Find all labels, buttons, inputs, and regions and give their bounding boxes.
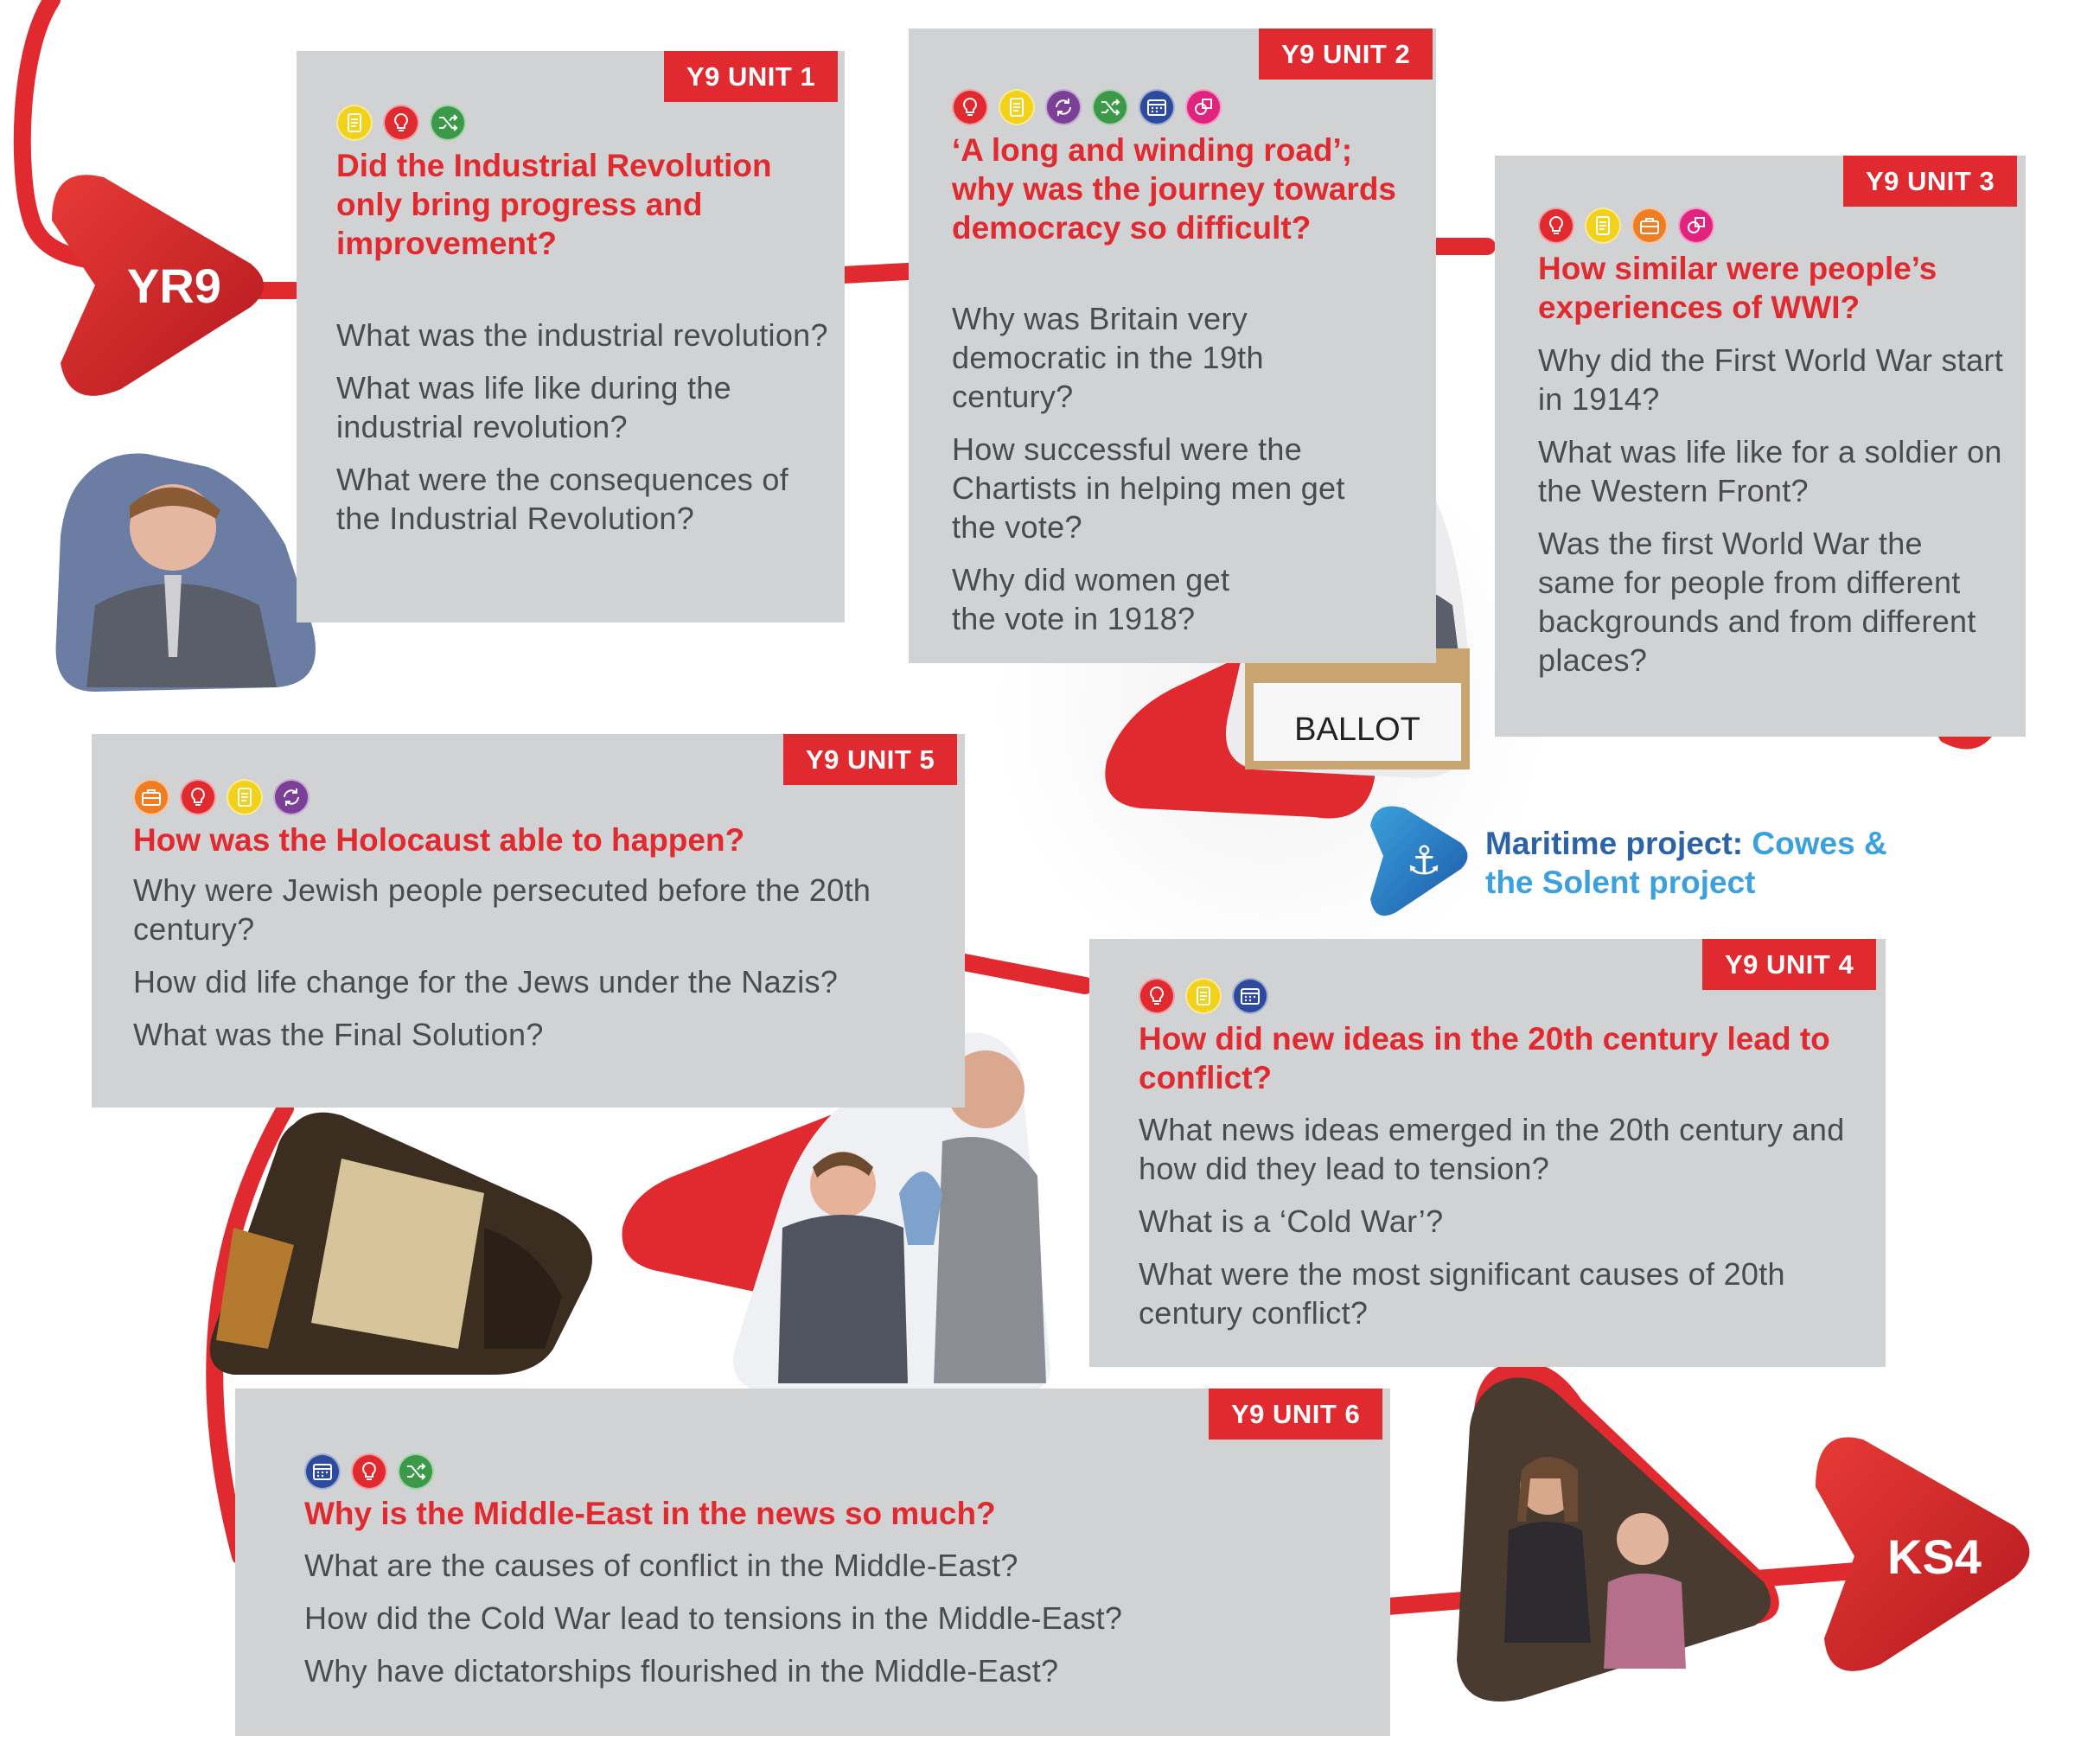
unit-questions [1538, 341, 2009, 693]
document-icon [999, 89, 1035, 125]
shuffle-icon [398, 1453, 434, 1490]
lightbulb-icon [351, 1453, 387, 1490]
maritime-line2: the Solent project [1485, 865, 1756, 900]
unit-questions [336, 316, 833, 552]
unit-question: Why did the First World War start in 1914? [1538, 342, 2003, 417]
unit-card-2 [909, 29, 1436, 663]
unit-question: Why have dictatorships flourished in the Middle-East? [304, 1653, 1059, 1689]
unit-card-5 [92, 734, 965, 1108]
unit-card-4 [1089, 939, 1886, 1367]
start-label-yr9: YR9 [127, 259, 221, 313]
unit-icons [1139, 978, 1268, 1014]
shuffle-icon [1092, 89, 1128, 125]
unit-question: How did life change for the Jews under the Nazis? [133, 964, 839, 999]
unit-question: Why did women get the vote in 1918? [952, 562, 1230, 636]
lightbulb-icon [180, 779, 216, 815]
anchor-icon: ⚓ [1406, 838, 1442, 883]
unit-question: What were the most significant causes of 20th century conflict? [1139, 1256, 1785, 1331]
lightbulb-icon [383, 105, 419, 141]
unit-icons [1538, 208, 1714, 244]
unit-question: How did the Cold War lead to tensions in the Middle-East? [304, 1600, 1123, 1636]
calendar-icon [1232, 978, 1268, 1014]
unit-card-1 [297, 51, 845, 622]
unit-question: What was life like during the industrial revolution? [336, 370, 731, 444]
maritime-highlight: Cowes & [1752, 826, 1887, 861]
unit-tag: Y9 UNIT 2 [1259, 29, 1433, 80]
shuffle-icon [430, 105, 466, 141]
unit-tag: Y9 UNIT 1 [664, 51, 838, 102]
document-icon [227, 779, 263, 815]
unit-question: What news ideas emerged in the 20th century and how did they lead to tension? [1139, 1112, 1845, 1186]
lightbulb-icon [1139, 978, 1175, 1014]
maritime-project-text [1485, 824, 1969, 902]
unit-title: Did the Industrial Revolution only bring progress and improvement? [336, 148, 772, 261]
unit-title: Why is the Middle-East in the news so much? [304, 1496, 996, 1531]
unit-tag: Y9 UNIT 3 [1843, 156, 2017, 207]
unit-title: How was the Holocaust able to happen? [133, 822, 745, 858]
unit-question: How successful were the Chartists in helping men get the vote? [952, 431, 1345, 545]
unit-icons [304, 1453, 434, 1490]
route-unit4-to-unit5 [960, 961, 1085, 986]
calendar-icon [1139, 89, 1175, 125]
document-icon [1585, 208, 1621, 244]
unit-questions [1139, 1110, 1856, 1346]
unit-icons [336, 105, 466, 141]
unit-tag: Y9 UNIT 4 [1702, 939, 1876, 990]
unit-card-3 [1495, 156, 2026, 737]
unit-title: How did new ideas in the 20th century lead to conflict? [1139, 1021, 1830, 1095]
unit-tag: Y9 UNIT 5 [783, 734, 957, 785]
end-label-ks4: KS4 [1887, 1529, 1982, 1584]
unit-title: How similar were people’s experiences of WWI? [1538, 251, 1937, 325]
lightbulb-icon [952, 89, 988, 125]
unit-question: What was life like for a soldier on the Western Front? [1538, 434, 2002, 508]
cycle-icon [273, 779, 310, 815]
unit-question: What are the causes of conflict in the Middle-East? [304, 1548, 1018, 1583]
unit-title: ‘A long and winding road’; why was the journey towards democracy so difficult? [952, 132, 1397, 246]
unit-question: What were the consequences of the Industrial Revolution? [336, 462, 789, 536]
ballot-box-label: BALLOT [1294, 712, 1420, 748]
unit-question: What was the industrial revolution? [336, 317, 828, 353]
unit-card-6 [235, 1389, 1390, 1736]
shapes-icon [1678, 208, 1714, 244]
unit-questions [952, 299, 1350, 652]
unit-icons [133, 779, 310, 815]
document-icon [336, 105, 373, 141]
briefcase-icon [133, 779, 169, 815]
cycle-icon [1045, 89, 1082, 125]
unit-tag: Y9 UNIT 6 [1209, 1389, 1382, 1440]
unit-questions [304, 1546, 1342, 1704]
unit-question: Was the first World War the same for people from different backgrounds and from different places? [1538, 526, 1976, 678]
document-icon [1185, 978, 1222, 1014]
route-unit1-to-unit2 [843, 271, 908, 275]
unit-question: What is a ‘Cold War’? [1139, 1204, 1444, 1239]
briefcase-icon [1631, 208, 1668, 244]
unit-questions [133, 871, 937, 1068]
photo-student-reading [56, 453, 316, 692]
calendar-icon [304, 1453, 341, 1490]
unit-icons [952, 89, 1222, 125]
shapes-icon [1185, 89, 1222, 125]
maritime-prefix: Maritime project: [1485, 826, 1744, 861]
lightbulb-icon [1538, 208, 1574, 244]
unit-question: Why were Jewish people persecuted before the 20th century? [133, 872, 871, 947]
unit-question: What was the Final Solution? [133, 1017, 544, 1052]
unit-question: Why was Britain very democratic in the 19th century? [952, 301, 1264, 414]
